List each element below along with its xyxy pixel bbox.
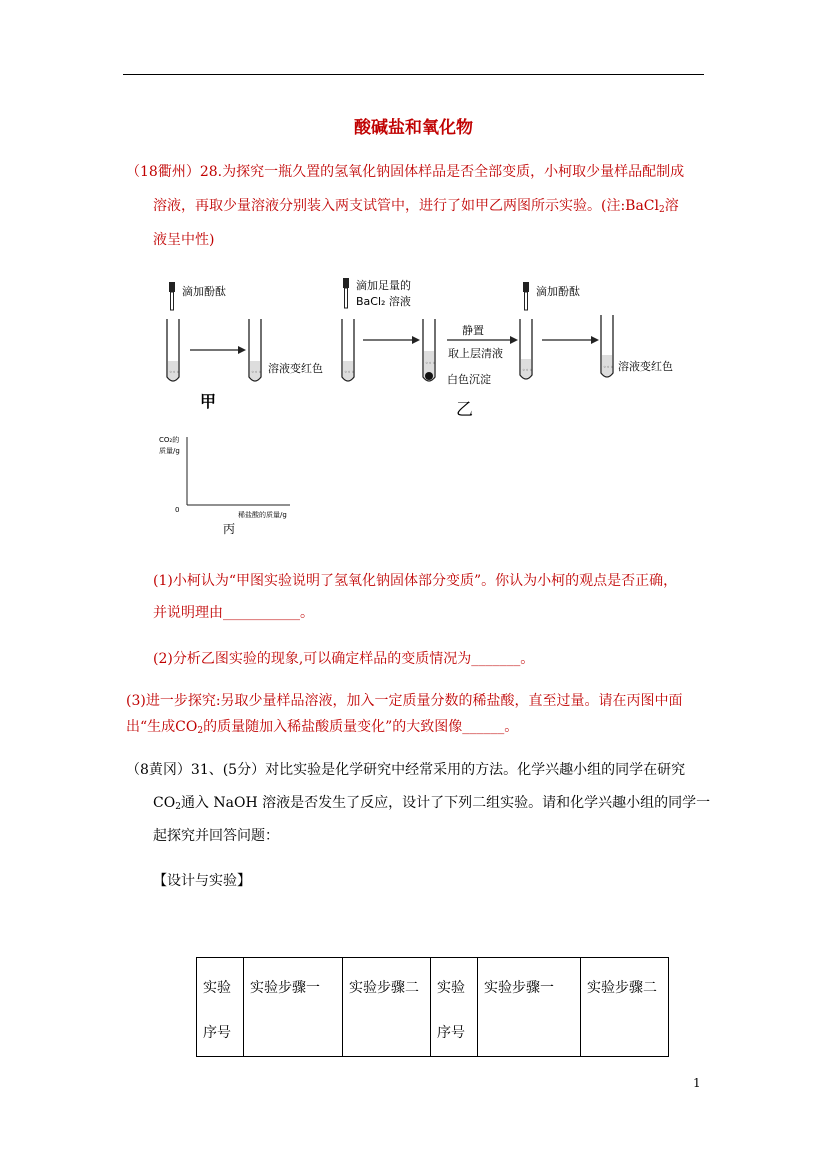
dropper-icon: [343, 278, 349, 308]
q28-sub3-line2: 出“生成$CO_2$的质量随加入稀盐酸质量变化”的大致图像______。: [126, 719, 519, 736]
graph-origin: 0: [175, 506, 180, 514]
test-tube-icon: [601, 315, 614, 377]
test-tube-icon: [249, 319, 262, 381]
svg-text:◦◦◦: ◦◦◦: [425, 360, 436, 367]
yi-step2-label: 取上层清液: [448, 347, 503, 360]
table-cell: 实验步骤一: [244, 958, 343, 1057]
svg-text:◦◦◦: ◦◦◦: [169, 369, 180, 376]
header-rule: [123, 74, 704, 75]
table-cell: 实验步骤二: [581, 958, 669, 1057]
graph-ylabel2: 质量/g: [159, 447, 180, 455]
co2-graph: [150, 430, 310, 540]
svg-text:◦◦◦: ◦◦◦: [344, 369, 355, 376]
svg-text:◦◦◦: ◦◦◦: [251, 369, 262, 376]
dropper-icon: [523, 282, 529, 310]
q28-sub2: (2)分析乙图实验的现象,可以确定样品的变质情况为_______。: [153, 651, 535, 667]
test-tube-icon: [342, 319, 355, 381]
q28-sub3-line1: (3)进一步探究:另取少量样品溶液，加入一定质量分数的稀盐酸，直至过量。请在丙图中面: [126, 693, 683, 709]
yi-label: 乙: [456, 400, 473, 420]
graph-ylabel1: CO₂的: [159, 436, 180, 444]
q28-sub1-line1: (1)小柯认为“甲图实验说明了氢氧化钠固体部分变质”。你认为小柯的观点是否正确，: [153, 573, 678, 589]
graph-xlabel: 稀盐酸的质量/g: [238, 511, 287, 519]
svg-text:◦◦◦: ◦◦◦: [603, 364, 614, 371]
page-number: 1: [693, 1076, 701, 1090]
jia-drop-label: 滴加酚酞: [182, 285, 226, 298]
experiment-table: [196, 957, 669, 1057]
q28-line3: 液呈中性): [153, 232, 215, 248]
yi-drop3-label: 滴加酚酞: [536, 285, 580, 298]
yi-result-label: 溶液变红色: [618, 360, 673, 373]
table-cell: 实验序号: [197, 958, 244, 1057]
yi-drop-label1: 滴加足量的: [356, 279, 411, 292]
svg-text:◦◦◦: ◦◦◦: [522, 367, 533, 374]
table-cell: 实验序号: [431, 958, 478, 1057]
page-title: 酸碱盐和氧化物: [354, 118, 473, 138]
q31-line1: （8黄冈）31、(5分）对比实验是化学研究中经常采用的方法。化学兴趣小组的同学在研究: [126, 762, 686, 778]
q31-section-heading: 【设计与实验】: [153, 873, 251, 889]
jia-result-label: 溶液变红色: [268, 362, 323, 375]
graph-label: 丙: [223, 522, 236, 536]
test-tube-icon: [520, 319, 533, 379]
q31-line3: 起探究并回答问题：: [153, 828, 279, 844]
dropper-icon: [169, 282, 175, 310]
table-row: [197, 958, 669, 1057]
q28-line2: 溶液，再取少量溶液分别装入两支试管中，进行了如甲乙两图所示实验。(注:BaCl$_2$溶: [153, 198, 679, 215]
q28-line1: （18衢州）28.为探究一瓶久置的氢氧化钠固体样品是否全部变质，小柯取少量样品配制成: [126, 164, 685, 180]
jia-label: 甲: [200, 392, 217, 411]
yi-drop-label2: BaCl₂ 溶液: [356, 295, 411, 308]
table-cell: 实验步骤一: [478, 958, 581, 1057]
yi-precipitate-label: 白色沉淀: [447, 373, 491, 386]
test-tube-icon: [167, 319, 180, 381]
test-tube-icon: [423, 319, 436, 381]
yi-step1-label: 静置: [462, 324, 484, 337]
experiment-figure: [150, 275, 690, 420]
table-cell: 实验步骤二: [343, 958, 431, 1057]
q28-sub1-line2: 并说明理由___________。: [153, 605, 314, 621]
q31-line2: $CO_2$通入 NaOH 溶液是否发生了反应，设计了下列二组实验。请和化学兴趣小组的同学一: [153, 795, 711, 812]
